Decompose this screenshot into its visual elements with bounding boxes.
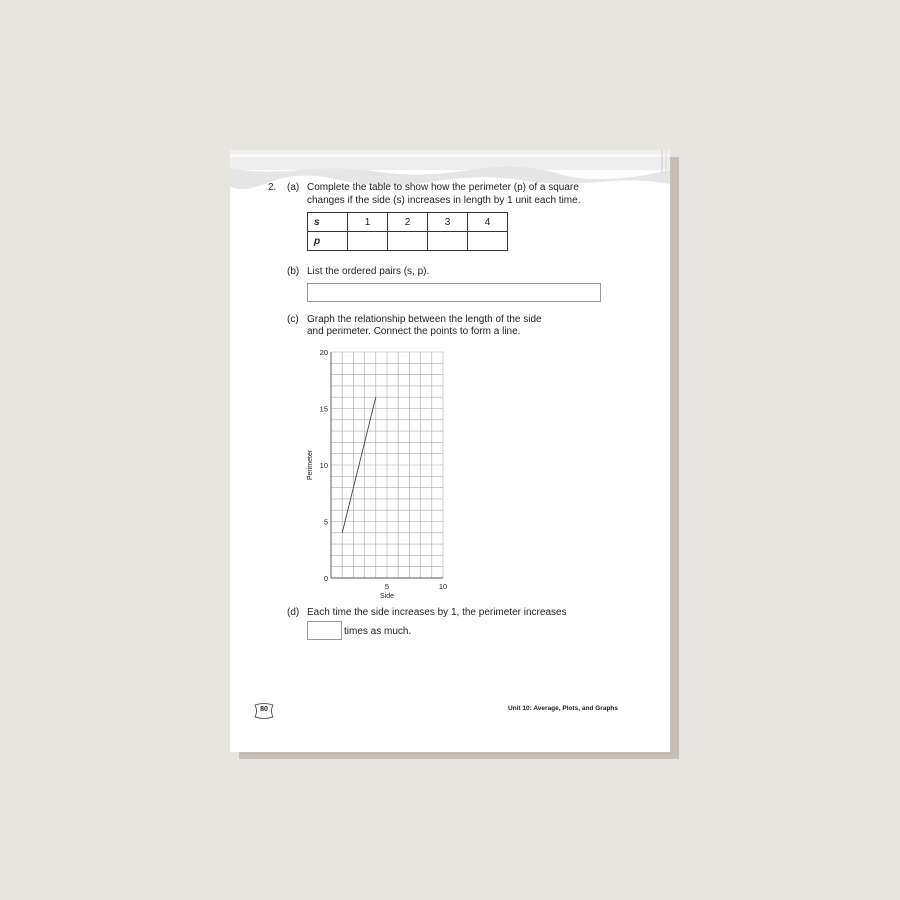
table-cell-s4: 4 xyxy=(468,213,508,232)
ordered-pairs-answer-box[interactable] xyxy=(307,283,601,302)
part-a-label: (a) xyxy=(287,182,300,193)
y-axis-label: Perimeter xyxy=(307,449,314,481)
part-b-label: (b) xyxy=(287,266,300,277)
table-cell-s1: 1 xyxy=(348,213,388,232)
table-header-s: s xyxy=(308,213,348,232)
part-b-text: List the ordered pairs (s, p). xyxy=(307,266,430,277)
unit-title: Unit 10: Average, Plots, and Graphs xyxy=(507,705,618,712)
x-tick-label: 5 xyxy=(384,582,390,591)
table-cell-p1[interactable] xyxy=(348,232,388,251)
table-cell-p4[interactable] xyxy=(468,232,508,251)
y-tick-label: 10 xyxy=(319,461,328,470)
question-number: 2. xyxy=(268,182,277,193)
y-tick-label: 0 xyxy=(323,574,328,583)
part-a-line1: Complete the table to show how the perimeter (p) of a square xyxy=(307,182,579,193)
part-d-label: (d) xyxy=(287,607,300,618)
y-tick-label: 5 xyxy=(323,517,328,527)
table-row-side xyxy=(308,213,508,232)
x-tick-label: 10 xyxy=(438,582,448,591)
page-number: 80 xyxy=(260,706,268,713)
table-cell-p2[interactable] xyxy=(388,232,428,251)
part-a-line2: changes if the side (s) increases in length by 1 unit each time. xyxy=(307,195,581,206)
table-cell-p3[interactable] xyxy=(428,232,468,251)
worksheet-page xyxy=(230,150,670,752)
times-answer-box[interactable] xyxy=(307,621,342,640)
y-tick-label: 15 xyxy=(319,404,328,414)
table-row-perimeter xyxy=(308,232,508,251)
part-c-line1: Graph the relationship between the length of the side xyxy=(307,314,542,325)
y-tick-label: 20 xyxy=(319,348,328,357)
x-axis-label: Side xyxy=(379,593,395,600)
part-d-line1: Each time the side increases by 1, the perimeter increases xyxy=(307,607,567,618)
table-header-p: p xyxy=(308,232,348,251)
part-d-line2: times as much. xyxy=(344,626,412,637)
part-c-line2: and perimeter. Connect the points to form a line. xyxy=(307,326,521,337)
table-cell-s3: 3 xyxy=(428,213,468,232)
perimeter-graph xyxy=(300,346,460,602)
perimeter-table xyxy=(307,212,508,251)
part-c-label: (c) xyxy=(287,314,299,325)
table-cell-s2: 2 xyxy=(388,213,428,232)
